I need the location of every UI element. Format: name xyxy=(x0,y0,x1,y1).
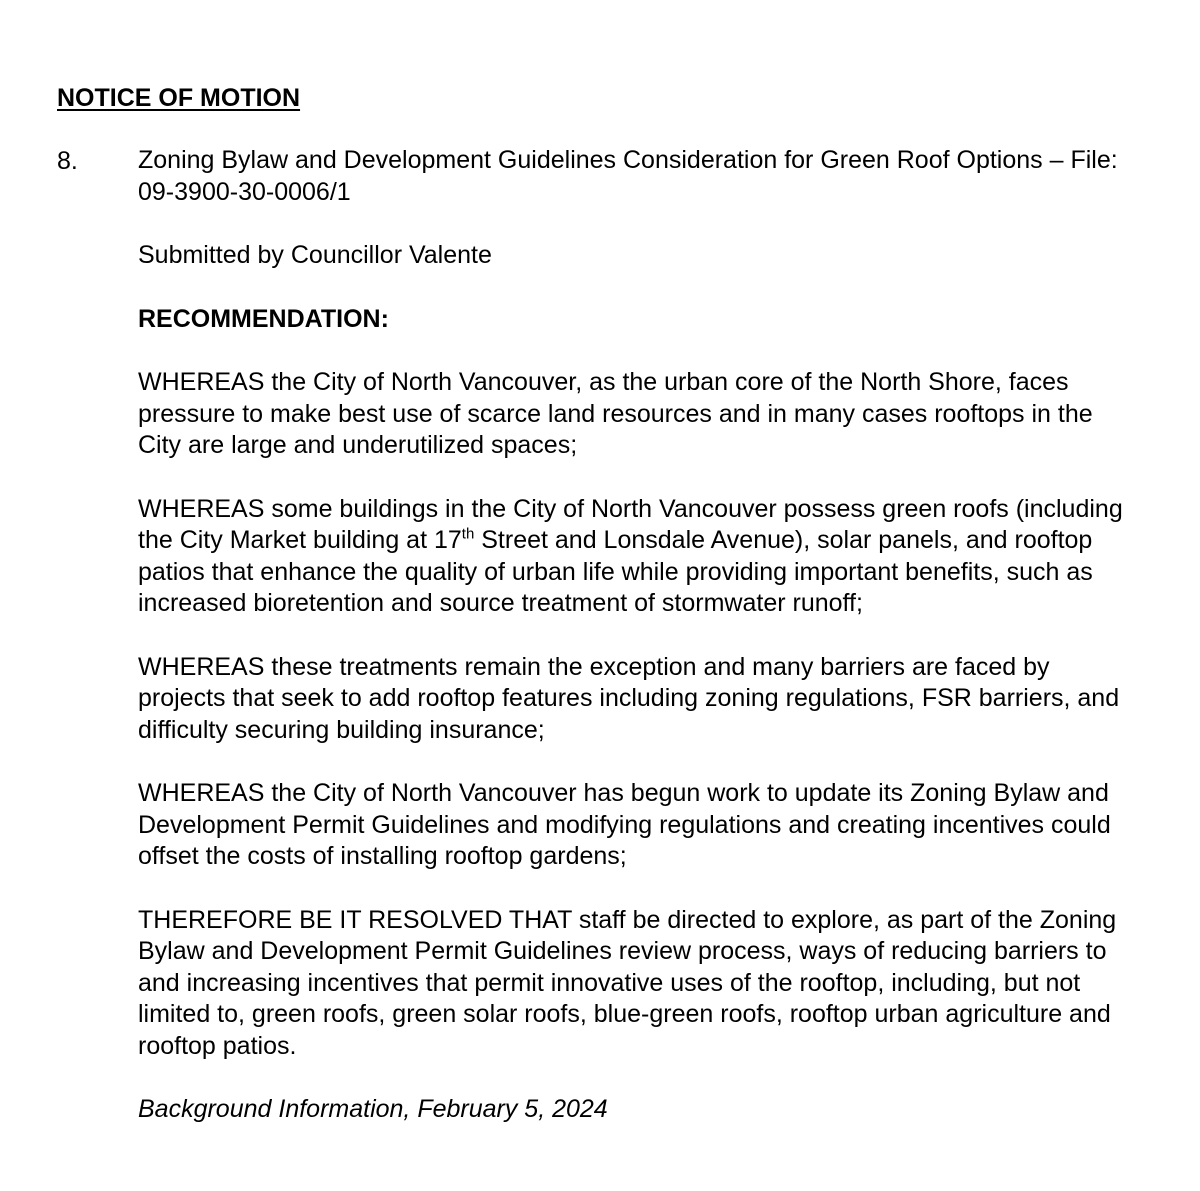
clause-2-text-end: Street and Lonsdale Avenue), solar panels, and rooftop patios that enhance the quality of urban life while providing important benefits, such as increased bioretention and source treatment of stormwater runoff; xyxy=(138,526,1093,617)
whereas-clause-4: WHEREAS the City of North Vancouver has begun work to update its Zoning Bylaw and Development Permit Guidelines and modifying regulations and creating incentives could offset the costs of installing rooftop gardens; xyxy=(138,779,1111,870)
whereas-clause-3: WHEREAS these treatments remain the exception and many barriers are faced by projects that seek to add rooftop features including zoning regulations, FSR barriers, and difficulty securing building insurance; xyxy=(138,652,1120,744)
resolution-clause: THEREFORE BE IT RESOLVED THAT staff be directed to explore, as part of the Zoning Bylaw and Development Permit Guidelines review process, ways of reducing barriers to and increasing incentives that permit innovative uses of the rooftop, including, but not limited to, green roofs, green solar roofs, blue-green roofs, rooftop urban agriculture and rooftop patios. xyxy=(138,905,1117,1060)
clause-2-text-start: WHEREAS some buildings in the City of North Vancouver possess green roofs (including the City Market building at 17 xyxy=(138,494,1123,554)
recommendation-label: RECOMMENDATION: xyxy=(138,304,389,333)
item-number: 8. xyxy=(57,147,78,175)
whereas-clause-2 xyxy=(138,494,1138,620)
submitted-by: Submitted by Councillor Valente xyxy=(138,241,492,269)
ordinal-superscript: th xyxy=(461,525,475,543)
whereas-clause-1: WHEREAS the City of North Vancouver, as the urban core of the North Shore, faces pressure to make best use of scarce land resources and in many cases rooftops in the City are large and underutilized spaces; xyxy=(138,368,1093,459)
section-heading: NOTICE OF MOTION xyxy=(57,84,301,112)
motion-content xyxy=(138,145,1138,1126)
motion-title: Zoning Bylaw and Development Guidelines Consideration for Green Roof Options – File: 09-3900-30-0006/1 xyxy=(138,146,1118,206)
background-information: Background Information, February 5, 2024 xyxy=(138,1095,608,1123)
